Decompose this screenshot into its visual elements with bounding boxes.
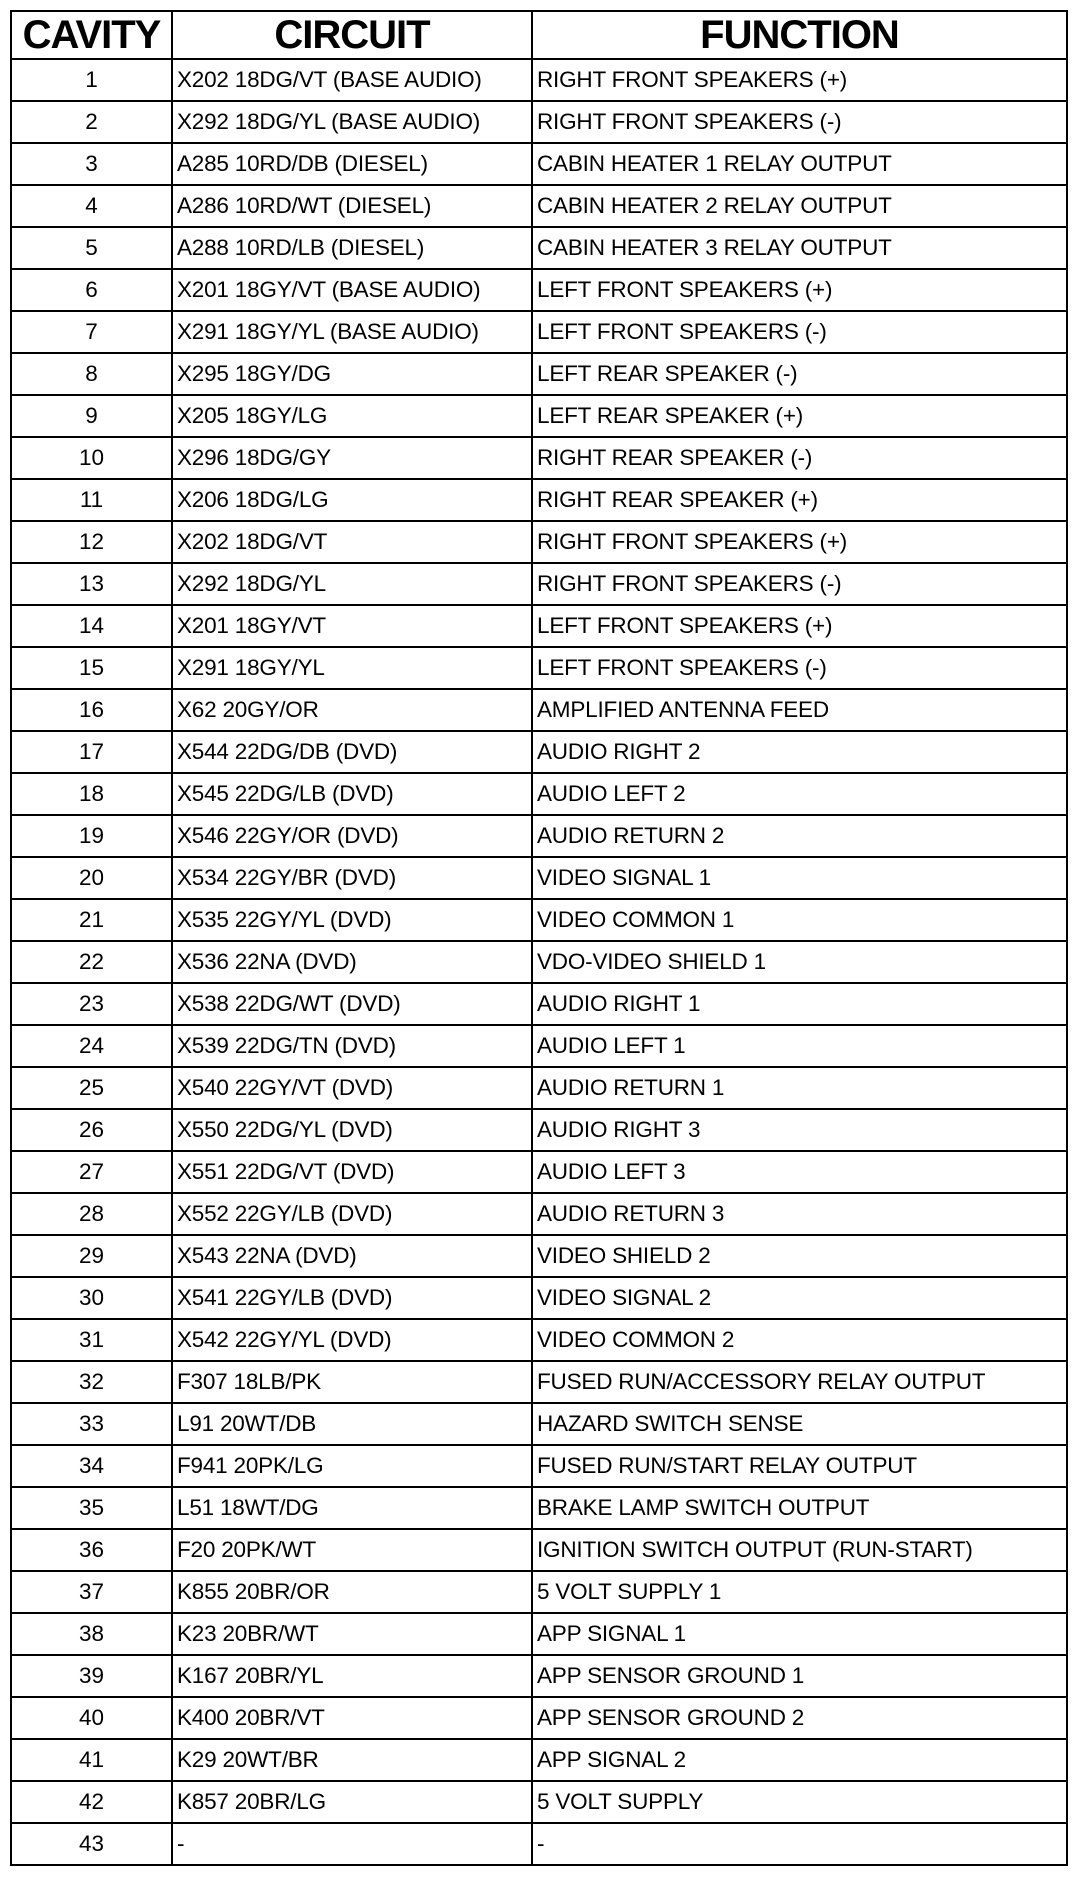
- table-row: [11, 395, 1067, 437]
- table-row: [11, 1319, 1067, 1361]
- cavity-cell: 8: [11, 353, 172, 395]
- table-row: [11, 1529, 1067, 1571]
- function-cell: LEFT FRONT SPEAKERS (-): [532, 311, 1067, 353]
- circuit-cell: X202 18DG/VT: [172, 521, 532, 563]
- cavity-cell: 16: [11, 689, 172, 731]
- function-cell: AMPLIFIED ANTENNA FEED: [532, 689, 1067, 731]
- cavity-cell: 14: [11, 605, 172, 647]
- circuit-cell: L91 20WT/DB: [172, 1403, 532, 1445]
- function-cell: VIDEO COMMON 2: [532, 1319, 1067, 1361]
- table-row: [11, 101, 1067, 143]
- circuit-cell: X201 18GY/VT (BASE AUDIO): [172, 269, 532, 311]
- circuit-cell: X292 18DG/YL: [172, 563, 532, 605]
- circuit-cell: K29 20WT/BR: [172, 1739, 532, 1781]
- table-row: [11, 647, 1067, 689]
- circuit-cell: K23 20BR/WT: [172, 1613, 532, 1655]
- circuit-cell: X62 20GY/OR: [172, 689, 532, 731]
- cavity-cell: 42: [11, 1781, 172, 1823]
- table-row: [11, 899, 1067, 941]
- table-row: [11, 1151, 1067, 1193]
- circuit-cell: X541 22GY/LB (DVD): [172, 1277, 532, 1319]
- table-row: [11, 1445, 1067, 1487]
- circuit-cell: X545 22DG/LB (DVD): [172, 773, 532, 815]
- cavity-cell: 40: [11, 1697, 172, 1739]
- circuit-cell: F20 20PK/WT: [172, 1529, 532, 1571]
- cavity-cell: 24: [11, 1025, 172, 1067]
- table-row: [11, 563, 1067, 605]
- table-row: [11, 143, 1067, 185]
- function-cell: AUDIO RETURN 2: [532, 815, 1067, 857]
- cavity-cell: 41: [11, 1739, 172, 1781]
- cavity-cell: 12: [11, 521, 172, 563]
- table-row: [11, 857, 1067, 899]
- function-cell: LEFT FRONT SPEAKERS (+): [532, 605, 1067, 647]
- table-row: [11, 521, 1067, 563]
- cavity-cell: 28: [11, 1193, 172, 1235]
- cavity-cell: 20: [11, 857, 172, 899]
- circuit-cell: X536 22NA (DVD): [172, 941, 532, 983]
- circuit-cell: A285 10RD/DB (DIESEL): [172, 143, 532, 185]
- cavity-cell: 3: [11, 143, 172, 185]
- function-cell: LEFT FRONT SPEAKERS (-): [532, 647, 1067, 689]
- function-column-header: FUNCTION: [532, 11, 1067, 59]
- function-cell: RIGHT FRONT SPEAKERS (+): [532, 521, 1067, 563]
- cavity-cell: 4: [11, 185, 172, 227]
- table-row: [11, 185, 1067, 227]
- table-row: [11, 437, 1067, 479]
- circuit-cell: A286 10RD/WT (DIESEL): [172, 185, 532, 227]
- table-row: [11, 731, 1067, 773]
- function-cell: 5 VOLT SUPPLY: [532, 1781, 1067, 1823]
- function-cell: APP SIGNAL 2: [532, 1739, 1067, 1781]
- cavity-cell: 31: [11, 1319, 172, 1361]
- table-row: [11, 1487, 1067, 1529]
- circuit-cell: X534 22GY/BR (DVD): [172, 857, 532, 899]
- function-cell: VDO-VIDEO SHIELD 1: [532, 941, 1067, 983]
- table-body: [11, 59, 1067, 1865]
- circuit-cell: X546 22GY/OR (DVD): [172, 815, 532, 857]
- function-cell: VIDEO SIGNAL 2: [532, 1277, 1067, 1319]
- cavity-cell: 21: [11, 899, 172, 941]
- table-row: [11, 773, 1067, 815]
- function-cell: VIDEO COMMON 1: [532, 899, 1067, 941]
- cavity-cell: 22: [11, 941, 172, 983]
- function-cell: RIGHT FRONT SPEAKERS (-): [532, 563, 1067, 605]
- cavity-cell: 10: [11, 437, 172, 479]
- circuit-cell: K857 20BR/LG: [172, 1781, 532, 1823]
- table-row: [11, 1109, 1067, 1151]
- circuit-cell: X535 22GY/YL (DVD): [172, 899, 532, 941]
- circuit-cell: F941 20PK/LG: [172, 1445, 532, 1487]
- function-cell: CABIN HEATER 1 RELAY OUTPUT: [532, 143, 1067, 185]
- function-cell: CABIN HEATER 3 RELAY OUTPUT: [532, 227, 1067, 269]
- function-cell: FUSED RUN/ACCESSORY RELAY OUTPUT: [532, 1361, 1067, 1403]
- cavity-cell: 32: [11, 1361, 172, 1403]
- function-cell: HAZARD SWITCH SENSE: [532, 1403, 1067, 1445]
- function-cell: LEFT REAR SPEAKER (+): [532, 395, 1067, 437]
- table-row: [11, 1571, 1067, 1613]
- cavity-cell: 38: [11, 1613, 172, 1655]
- cavity-column-header: CAVITY: [11, 11, 172, 59]
- header-row: [11, 11, 1067, 59]
- cavity-cell: 11: [11, 479, 172, 521]
- circuit-cell: X202 18DG/VT (BASE AUDIO): [172, 59, 532, 101]
- function-cell: AUDIO LEFT 3: [532, 1151, 1067, 1193]
- table-row: [11, 1361, 1067, 1403]
- cavity-cell: 9: [11, 395, 172, 437]
- cavity-cell: 5: [11, 227, 172, 269]
- circuit-cell: X205 18GY/LG: [172, 395, 532, 437]
- function-cell: 5 VOLT SUPPLY 1: [532, 1571, 1067, 1613]
- cavity-cell: 18: [11, 773, 172, 815]
- circuit-cell: K167 20BR/YL: [172, 1655, 532, 1697]
- cavity-cell: 39: [11, 1655, 172, 1697]
- cavity-cell: 1: [11, 59, 172, 101]
- cavity-cell: 30: [11, 1277, 172, 1319]
- function-cell: AUDIO RIGHT 2: [532, 731, 1067, 773]
- connector-pinout-table: [10, 10, 1068, 1866]
- function-cell: LEFT FRONT SPEAKERS (+): [532, 269, 1067, 311]
- function-cell: AUDIO RETURN 3: [532, 1193, 1067, 1235]
- table-row: [11, 1067, 1067, 1109]
- circuit-cell: X538 22DG/WT (DVD): [172, 983, 532, 1025]
- function-cell: AUDIO LEFT 1: [532, 1025, 1067, 1067]
- table-row: [11, 1613, 1067, 1655]
- table-row: [11, 689, 1067, 731]
- cavity-cell: 6: [11, 269, 172, 311]
- function-cell: AUDIO RIGHT 1: [532, 983, 1067, 1025]
- circuit-cell: X296 18DG/GY: [172, 437, 532, 479]
- cavity-cell: 15: [11, 647, 172, 689]
- cavity-cell: 23: [11, 983, 172, 1025]
- function-cell: RIGHT REAR SPEAKER (+): [532, 479, 1067, 521]
- circuit-cell: F307 18LB/PK: [172, 1361, 532, 1403]
- function-cell: APP SENSOR GROUND 1: [532, 1655, 1067, 1697]
- cavity-cell: 17: [11, 731, 172, 773]
- table-row: [11, 311, 1067, 353]
- circuit-cell: X291 18GY/YL: [172, 647, 532, 689]
- circuit-cell: K855 20BR/OR: [172, 1571, 532, 1613]
- table-row: [11, 941, 1067, 983]
- circuit-cell: X539 22DG/TN (DVD): [172, 1025, 532, 1067]
- function-cell: RIGHT FRONT SPEAKERS (+): [532, 59, 1067, 101]
- cavity-cell: 26: [11, 1109, 172, 1151]
- table-row: [11, 815, 1067, 857]
- function-cell: APP SENSOR GROUND 2: [532, 1697, 1067, 1739]
- table-row: [11, 1781, 1067, 1823]
- table-row: [11, 479, 1067, 521]
- function-cell: VIDEO SHIELD 2: [532, 1235, 1067, 1277]
- table-row: [11, 1235, 1067, 1277]
- table-row: [11, 1697, 1067, 1739]
- cavity-cell: 37: [11, 1571, 172, 1613]
- cavity-cell: 43: [11, 1823, 172, 1865]
- cavity-cell: 33: [11, 1403, 172, 1445]
- circuit-cell: X543 22NA (DVD): [172, 1235, 532, 1277]
- circuit-cell: X551 22DG/VT (DVD): [172, 1151, 532, 1193]
- table-row: [11, 983, 1067, 1025]
- table-row: [11, 1025, 1067, 1067]
- circuit-cell: X201 18GY/VT: [172, 605, 532, 647]
- table-row: [11, 1277, 1067, 1319]
- cavity-cell: 13: [11, 563, 172, 605]
- circuit-cell: K400 20BR/VT: [172, 1697, 532, 1739]
- function-cell: RIGHT FRONT SPEAKERS (-): [532, 101, 1067, 143]
- cavity-cell: 2: [11, 101, 172, 143]
- function-cell: AUDIO RIGHT 3: [532, 1109, 1067, 1151]
- function-cell: AUDIO RETURN 1: [532, 1067, 1067, 1109]
- circuit-cell: X291 18GY/YL (BASE AUDIO): [172, 311, 532, 353]
- cavity-cell: 29: [11, 1235, 172, 1277]
- circuit-cell: X540 22GY/VT (DVD): [172, 1067, 532, 1109]
- function-cell: APP SIGNAL 1: [532, 1613, 1067, 1655]
- cavity-cell: 27: [11, 1151, 172, 1193]
- table-row: [11, 1193, 1067, 1235]
- cavity-cell: 36: [11, 1529, 172, 1571]
- table-row: [11, 1823, 1067, 1865]
- function-cell: LEFT REAR SPEAKER (-): [532, 353, 1067, 395]
- circuit-cell: L51 18WT/DG: [172, 1487, 532, 1529]
- table-row: [11, 269, 1067, 311]
- function-cell: RIGHT REAR SPEAKER (-): [532, 437, 1067, 479]
- table-row: [11, 353, 1067, 395]
- function-cell: VIDEO SIGNAL 1: [532, 857, 1067, 899]
- function-cell: FUSED RUN/START RELAY OUTPUT: [532, 1445, 1067, 1487]
- table-row: [11, 1739, 1067, 1781]
- cavity-cell: 25: [11, 1067, 172, 1109]
- circuit-cell: -: [172, 1823, 532, 1865]
- table-row: [11, 605, 1067, 647]
- table-row: [11, 227, 1067, 269]
- cavity-cell: 35: [11, 1487, 172, 1529]
- cavity-cell: 7: [11, 311, 172, 353]
- function-cell: AUDIO LEFT 2: [532, 773, 1067, 815]
- circuit-cell: X552 22GY/LB (DVD): [172, 1193, 532, 1235]
- function-cell: IGNITION SWITCH OUTPUT (RUN-START): [532, 1529, 1067, 1571]
- table-row: [11, 1655, 1067, 1697]
- circuit-cell: X295 18GY/DG: [172, 353, 532, 395]
- function-cell: BRAKE LAMP SWITCH OUTPUT: [532, 1487, 1067, 1529]
- function-cell: CABIN HEATER 2 RELAY OUTPUT: [532, 185, 1067, 227]
- circuit-cell: X206 18DG/LG: [172, 479, 532, 521]
- cavity-cell: 19: [11, 815, 172, 857]
- circuit-cell: X292 18DG/YL (BASE AUDIO): [172, 101, 532, 143]
- table-row: [11, 1403, 1067, 1445]
- circuit-cell: A288 10RD/LB (DIESEL): [172, 227, 532, 269]
- circuit-column-header: CIRCUIT: [172, 11, 532, 59]
- cavity-cell: 34: [11, 1445, 172, 1487]
- circuit-cell: X550 22DG/YL (DVD): [172, 1109, 532, 1151]
- circuit-cell: X544 22DG/DB (DVD): [172, 731, 532, 773]
- table-row: [11, 59, 1067, 101]
- circuit-cell: X542 22GY/YL (DVD): [172, 1319, 532, 1361]
- table-header: [11, 11, 1067, 59]
- function-cell: -: [532, 1823, 1067, 1865]
